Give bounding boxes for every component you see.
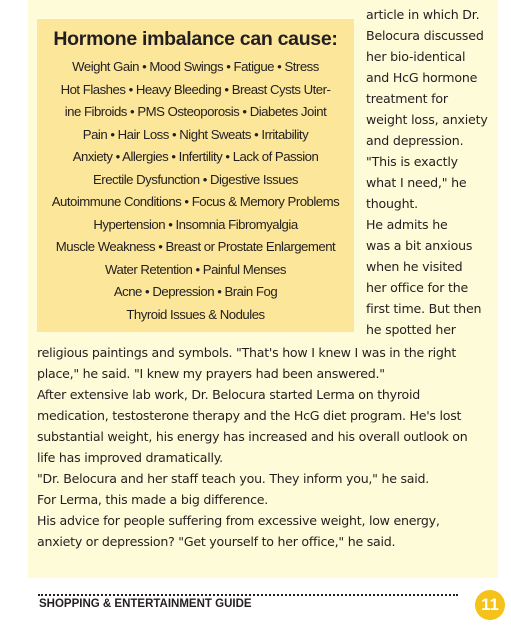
sidebar-line: Erectile Dysfunction • Digestive Issues [93, 171, 298, 187]
article-body-line: religious paintings and symbols. "That's how I knew I was in the right [37, 345, 457, 360]
page-number-badge: 11 [475, 590, 505, 620]
article-body-line: His advice for people suffering from excessive weight, low energy, [37, 513, 440, 528]
article-column-line: her bio-identical [366, 49, 466, 64]
article-column-line: her office for the [366, 280, 469, 295]
article-body-line: medication, testosterone therapy and the HcG diet program. He's lost [37, 408, 462, 423]
sidebar-title: Hormone imbalance can cause: [53, 28, 338, 50]
article-column-line: what I need," he [366, 175, 467, 190]
article-body-line: For Lerma, this made a big difference. [37, 492, 269, 507]
article-column-line: thought. [366, 196, 418, 211]
sidebar-line: ine Fibroids • PMS Osteoporosis • Diabetes Joint [64, 104, 327, 119]
article-column-line: "This is exactly [366, 154, 458, 169]
footer-label: SHOPPING & ENTERTAINMENT GUIDE [39, 598, 252, 610]
article-column-line: he spotted her [366, 322, 456, 337]
article-column-line: when he visited [366, 259, 463, 274]
article-body-line: place," he said. "I knew my prayers had been answered." [37, 366, 385, 381]
sidebar-line: Autoimmune Conditions • Focus & Memory Problems [51, 194, 340, 209]
article-column-line: and HcG hormone [366, 70, 478, 85]
sidebar-line: Water Retention • Painful Menses [105, 261, 286, 277]
article-body-line: "Dr. Belocura and her staff teach you. They inform you," he said. [37, 471, 429, 486]
article-body-line: life has improved dramatically. [37, 450, 223, 465]
article-column-line: He admits he [366, 217, 448, 232]
sidebar-line: Muscle Weakness • Breast or Prostate Enlargement [55, 239, 336, 254]
sidebar-line: Acne • Depression • Brain Fog [113, 284, 278, 299]
article-body-line: After extensive lab work, Dr. Belocura started Lerma on thyroid [37, 387, 420, 402]
article-body-line: substantial weight, his energy has increased and his overall outlook on [37, 429, 468, 444]
sidebar-line: Hypertension • Insomnia Fibromyalgia [93, 216, 298, 232]
sidebar-line: Weight Gain • Mood Swings • Fatigue • Stress [72, 59, 319, 74]
article-body-line: anxiety or depression? "Get yourself to her office," he said. [37, 534, 396, 549]
sidebar-line: Hot Flashes • Heavy Bleeding • Breast Cysts Uter- [60, 81, 331, 97]
article-column-line: article in which Dr. [366, 7, 480, 22]
sidebar-line: Pain • Hair Loss • Night Sweats • Irritability [82, 126, 309, 142]
article-column-line: was a bit anxious [366, 238, 473, 253]
article-column-line: Belocura discussed [366, 28, 484, 43]
article-column-line: weight loss, anxiety [366, 112, 488, 127]
article-column-line: first time. But then [366, 301, 482, 316]
article-column-line: and depression. [366, 133, 464, 148]
sidebar-line: Anxiety • Allergies • Infertility • Lack of Passion [72, 149, 319, 164]
hormone-sidebar [37, 19, 354, 332]
article-column-line: treatment for [366, 91, 448, 106]
footer-divider [38, 594, 458, 596]
sidebar-line: Thyroid Issues & Nodules [126, 306, 265, 322]
